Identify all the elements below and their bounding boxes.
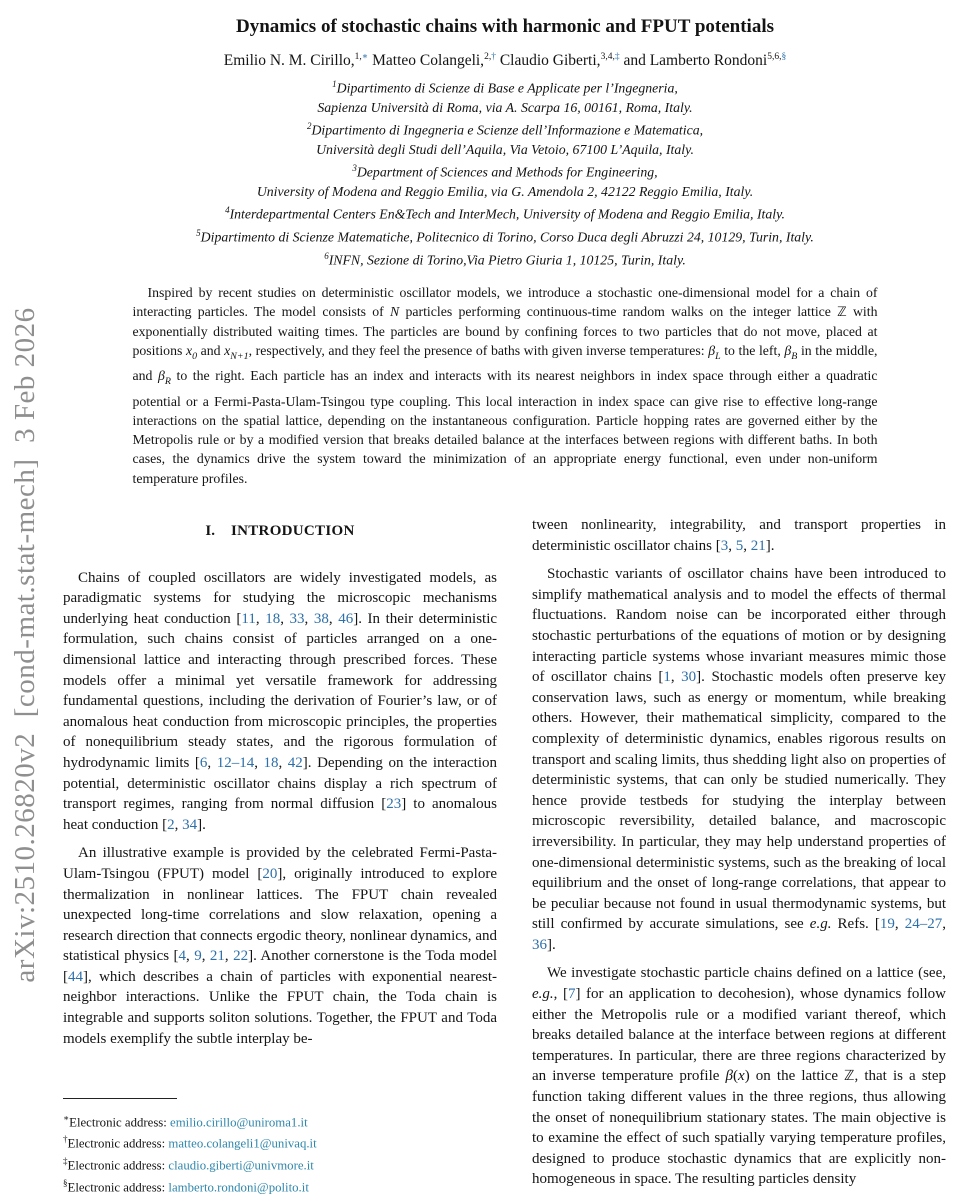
text-run: , that is a step function taking different values in the three regions, thus allowing the onset of nonequilibrium stationary states. The main objective is to examine the effect of such spatially varying temperature profiles, designed to produce stochastic dynamics that are explicitly non-homogeneous in space. The resulting particles density bbox=[532, 1068, 946, 1188]
text-run: , bbox=[255, 610, 266, 627]
paragraph bbox=[63, 843, 497, 1049]
footnote-marker-link[interactable]: ∗ bbox=[361, 52, 369, 62]
affiliation-line bbox=[60, 98, 950, 117]
footnote-marker: ‡ bbox=[63, 1156, 68, 1167]
affiliation-text: Department of Sciences and Methods for Engineering, bbox=[356, 164, 658, 180]
text-run: , [ bbox=[553, 986, 568, 1003]
paragraph bbox=[532, 515, 946, 556]
text-run: , bbox=[304, 610, 314, 627]
text-run: ( bbox=[733, 1068, 739, 1085]
text-run: e.g. bbox=[532, 986, 554, 1003]
text-run: ]. bbox=[765, 537, 775, 554]
text-run: We investigate stochastic particle chains defined on a lattice (see, bbox=[547, 965, 946, 982]
text-run: particles performing continuous-time random walks on the integer lattice bbox=[399, 303, 838, 319]
text-run: β bbox=[725, 1068, 734, 1085]
affiliation-superscript: 2, bbox=[484, 52, 492, 62]
text-run: β bbox=[158, 368, 165, 384]
citation-link[interactable]: 5 bbox=[735, 537, 744, 554]
text-run: ]. bbox=[197, 816, 206, 833]
citation-link[interactable]: 30 bbox=[681, 669, 697, 686]
text-run: , bbox=[278, 754, 288, 771]
paragraph bbox=[63, 568, 497, 836]
text-run: and Lamberto Rondoni bbox=[619, 52, 768, 70]
text-run: N bbox=[390, 303, 400, 319]
text-run: ]. In their deterministic formulation, such chains consist of particles arranged on a one-dimensional lattice and interacting through prescribed forces. These models offer a minimal yet versatile framework for addressing fundamental questions, including the derivation of Fourier’s law, or of anomalous heat conduction from microscopic principles, the properties of nonequilibrium steady states, and the rigorous formulation of hydrodynamic limits [ bbox=[63, 610, 498, 771]
text-run: ]. Stochastic models often preserve key conservation laws, such as energy or momentum, while breaking others. However, their mathematical simplicity, compared to the complexity of deterministic dynamics, enables rigorous results on transport and scaling limits, thus shedding light also on properties of deterministic systems, that can only be studied numerically. They hence provide testbeds for studying the interplay between microscopic reversibility, detailed balance, and macroscopic irreversibility. In particular, they may help understand properties of one-dimensional deterministic systems, such as the breaking of local equilibrium and the onset of long-range correlations, that appear to be peculiar because not found in usual thermodynamic systems, but still confirmed by accurate simulations, see bbox=[532, 669, 946, 933]
paragraph bbox=[532, 564, 946, 955]
affiliation-line bbox=[60, 201, 950, 224]
footnote-label: Electronic address: bbox=[67, 1136, 169, 1151]
text-run: , bbox=[186, 948, 195, 965]
section-heading bbox=[63, 521, 497, 542]
affiliation-number: 2 bbox=[306, 121, 312, 132]
text-run: , bbox=[942, 916, 947, 933]
text-run: Refs. [ bbox=[831, 916, 880, 933]
text-run: ] to anomalous heat conduction [ bbox=[63, 796, 497, 833]
paper-header bbox=[60, 0, 950, 488]
citation-link[interactable]: 20 bbox=[262, 865, 278, 882]
affiliation-text: Dipartimento di Scienze Matematiche, Politecnico di Torino, Corso Duca degli Abruzzi 24, 10129, Turin, Italy. bbox=[200, 229, 814, 245]
footnote bbox=[63, 1131, 503, 1153]
abstract bbox=[133, 283, 878, 488]
authors-line bbox=[60, 51, 950, 70]
citation-link[interactable]: 18 bbox=[265, 610, 281, 627]
text-run: and bbox=[197, 343, 225, 359]
citation-link[interactable]: 18 bbox=[263, 754, 279, 771]
footnote-label: Electronic address: bbox=[67, 1180, 169, 1195]
footnote-marker: ∗ bbox=[63, 1112, 70, 1123]
affiliation-line bbox=[60, 140, 950, 159]
subscript: 0 bbox=[192, 351, 198, 363]
affiliation-superscript: 5,6, bbox=[767, 52, 782, 62]
citation-link[interactable]: 1 bbox=[663, 669, 671, 686]
subscript: N+1 bbox=[230, 351, 249, 363]
text-run: ]. Depending on the interaction potential, deterministic oscillator chains display a rich spectrum of transport regimes, ranging from normal diffusion [ bbox=[63, 754, 497, 813]
text-run: , bbox=[743, 537, 751, 554]
affiliation-superscript: 1, bbox=[354, 52, 362, 62]
citation-link[interactable]: 38 bbox=[313, 610, 329, 627]
text-run: Emilio N. M. Cirillo, bbox=[223, 52, 355, 70]
affiliation-text: Dipartimento di Ingegneria e Scienze dell’Informazione e Matematica, bbox=[311, 122, 704, 138]
citation-link[interactable]: 22 bbox=[233, 948, 249, 965]
footnote bbox=[63, 1110, 503, 1132]
footnote-list bbox=[63, 1110, 503, 1197]
citation-link[interactable]: 24–27 bbox=[904, 916, 943, 933]
footnote bbox=[63, 1153, 503, 1175]
text-run: , bbox=[728, 537, 736, 554]
text-run: Chains of coupled oscillators are widely investigated models, as paradigmatic systems for studying the microscopic mechanisms underlying heat conduction [ bbox=[63, 569, 497, 627]
citation-link[interactable]: 7 bbox=[567, 986, 576, 1003]
citation-link[interactable]: 4 bbox=[178, 948, 187, 965]
text-run: , bbox=[280, 610, 290, 627]
affiliation-superscript: 3,4, bbox=[600, 52, 615, 62]
affiliation-text: Interdepartmental Centers En&Tech and InterMech, University of Modena and Reggio Emilia, Italy. bbox=[229, 206, 785, 222]
text-run: β bbox=[784, 343, 792, 359]
blackboard-z: ℤ bbox=[837, 304, 847, 320]
footnote-marker-link[interactable]: § bbox=[781, 52, 787, 62]
text-run: Stochastic variants of oscillator chains have been introduced to simplify mathematical analysis and to model the effects of thermal fluctuations. Random noise can be incorporated either through stochastic perturbations of the equations of motion or by designing interacting particle systems whose invariant measures mimic those of oscillator chains [ bbox=[532, 566, 946, 686]
text-run: ) on the lattice bbox=[744, 1068, 845, 1085]
footnote-marker: § bbox=[63, 1178, 68, 1189]
footnote-rule bbox=[63, 1098, 177, 1099]
affiliation-number: 4 bbox=[225, 205, 230, 216]
affiliation-text: Sapienza Università di Roma, via A. Scarpa 16, 00161, Roma, Italy. bbox=[317, 99, 693, 115]
subscript: R bbox=[164, 376, 171, 388]
affiliation-text: University of Modena and Reggio Emilia, via G. Amendola 2, 42122 Reggio Emilia, Italy. bbox=[256, 183, 754, 199]
affiliation-number: 5 bbox=[196, 227, 201, 238]
left-column bbox=[63, 515, 497, 1190]
affiliation-line bbox=[60, 159, 950, 182]
text-run: ], originally introduced to explore thermalization in nonlinear lattices. The FPUT chain revealed unexpected long-time correlations and slow relaxation, opening a research direction that connects ergodic theory, nonlinear dynamics, and statistical physics [ bbox=[63, 865, 497, 965]
text-run: to the right. Each particle has an index and interacts with its nearest neighbors in index space through either a quadratic potential or a Fermi-Pasta-Ulam-Tsingou type coupling. This local interaction in index space can give rise to effective long-range interactions on the spatial lattice, depending on the instantaneous configuration. Particle hopping rates are governed either by the Metropolis rule or by a modified version that breaks detailed balance at the interfaces between regions with different baths. In both cases, the dynamics drive the system toward the minimization of an appropriate energy functional, even under non-uniform temperature profiles. bbox=[132, 368, 878, 486]
email-link[interactable]: lamberto.rondoni@polito.it bbox=[168, 1180, 309, 1195]
right-column bbox=[532, 515, 946, 1190]
text-run: , bbox=[174, 816, 183, 833]
text-run: , bbox=[201, 948, 210, 965]
affiliation-number: 3 bbox=[352, 163, 357, 174]
subscript: L bbox=[715, 351, 721, 363]
text-run: in the middle, and bbox=[132, 343, 878, 384]
text-run: ]. bbox=[547, 936, 556, 953]
paper-title: Dynamics of stochastic chains with harmonic and FPUT potentials bbox=[235, 16, 774, 37]
citation-link[interactable]: 44 bbox=[68, 968, 83, 985]
text-run: x bbox=[224, 343, 231, 359]
citation-link[interactable]: 9 bbox=[194, 948, 202, 965]
text-run: , bbox=[207, 754, 217, 771]
affiliation-text: INFN, Sezione di Torino,Via Pietro Giuria 1, 10125, Turin, Italy. bbox=[328, 252, 686, 268]
citation-link[interactable]: 11 bbox=[241, 610, 256, 627]
email-link[interactable]: matteo.colangeli1@univaq.it bbox=[168, 1136, 317, 1151]
text-run: Claudio Giberti, bbox=[495, 52, 601, 70]
affiliation-line bbox=[60, 224, 950, 247]
citation-link[interactable]: 36 bbox=[532, 936, 547, 953]
citation-link[interactable]: 6 bbox=[199, 754, 208, 771]
section-title: INTRODUCTION bbox=[230, 523, 355, 540]
footnote-marker-link[interactable]: † bbox=[491, 52, 496, 62]
affiliation-number: 6 bbox=[324, 250, 329, 261]
subscript: B bbox=[791, 351, 798, 363]
blackboard-z: ℤ bbox=[844, 1068, 855, 1085]
text-run: , bbox=[894, 916, 905, 933]
citation-link[interactable]: 33 bbox=[289, 610, 305, 627]
affiliation-text: Università degli Studi dell’Aquila, Via Vetoio, 67100 L’Aquila, Italy. bbox=[316, 141, 694, 157]
two-column-body bbox=[63, 515, 972, 1190]
footnote-marker: † bbox=[63, 1134, 68, 1145]
email-link[interactable]: claudio.giberti@univmore.it bbox=[168, 1158, 314, 1173]
text-run: An illustrative example is provided by the celebrated Fermi-Pasta-Ulam-Tsingou (FPUT) model [ bbox=[63, 845, 497, 882]
text-run: Inspired by recent studies on deterministic oscillator models, we introduce a stochastic one-dimensional model for a chain of interacting particles. The model consists of bbox=[132, 284, 878, 319]
text-run: ], which describes a chain of particles with exponential nearest-neighbor interactions. Unlike the FPUT chain, the Toda chain is integrable and supports soliton solutions. Together, the FPUT and Toda models exemplify the subtle interplay be- bbox=[63, 968, 497, 1047]
text-run: with exponentially distributed waiting times. The particles are bound by confining forces to two particles that do not move, placed at positions bbox=[132, 303, 878, 359]
citation-link[interactable]: 46 bbox=[338, 610, 354, 627]
citation-link[interactable]: 34 bbox=[182, 816, 198, 833]
arxiv-watermark: arXiv:2510.26820v2 [cond-mat.stat-mech] 3 Feb 2026 bbox=[9, 307, 41, 983]
section-number: I. bbox=[205, 523, 215, 540]
citation-link[interactable]: 12–14 bbox=[216, 754, 255, 771]
footnote-label: Electronic address: bbox=[67, 1158, 169, 1173]
footnotes-block bbox=[63, 1098, 503, 1197]
citation-link[interactable]: 21 bbox=[750, 537, 766, 554]
footnote-label: Electronic address: bbox=[69, 1114, 171, 1129]
text-run: e.g. bbox=[809, 916, 832, 933]
affiliation-number: 1 bbox=[332, 79, 337, 90]
affiliation-line bbox=[60, 247, 950, 270]
paragraph bbox=[133, 283, 878, 488]
text-run: tween nonlinearity, integrability, and transport properties in deterministic oscillator chains [ bbox=[532, 517, 946, 554]
paragraph bbox=[532, 963, 946, 1190]
text-run: , respectively, and they feel the presence of baths with given inverse temperatures: bbox=[248, 343, 709, 359]
text-run: β bbox=[708, 343, 716, 359]
affiliation-line bbox=[60, 117, 950, 140]
footnote bbox=[63, 1175, 503, 1197]
text-run: , bbox=[328, 610, 339, 627]
citation-link[interactable]: 19 bbox=[879, 916, 895, 933]
citation-link[interactable]: 21 bbox=[209, 948, 225, 965]
citation-link[interactable]: 3 bbox=[720, 537, 729, 554]
email-link[interactable]: emilio.cirillo@uniroma1.it bbox=[170, 1114, 308, 1129]
affiliation-line bbox=[60, 182, 950, 201]
affiliations-block bbox=[60, 75, 950, 269]
citation-link[interactable]: 2 bbox=[167, 816, 175, 833]
text-run: to the left, bbox=[720, 343, 785, 359]
affiliation-line bbox=[60, 75, 950, 98]
citation-link[interactable]: 23 bbox=[386, 796, 402, 813]
affiliation-text: Dipartimento di Scienze di Base e Applicate per l’Ingegneria, bbox=[336, 80, 678, 96]
left-column-text bbox=[63, 568, 497, 1050]
text-run: , bbox=[670, 669, 682, 686]
text-run: , bbox=[254, 754, 264, 771]
footnote-marker-link[interactable]: ‡ bbox=[614, 52, 620, 62]
citation-link[interactable]: 42 bbox=[287, 754, 303, 771]
text-run: x bbox=[185, 343, 193, 359]
text-run: , bbox=[224, 948, 234, 965]
text-run: x bbox=[738, 1068, 745, 1085]
text-run: ]. Another cornerstone is the Toda model [ bbox=[63, 948, 498, 985]
text-run: Matteo Colangeli, bbox=[368, 52, 485, 70]
text-run: ] for an application to decohesion), whose dynamics follow either the Metropolis rule or a modified variant thereof, which breaks detailed balance at the interface between regions at different temperatures. In particular, there are three regions characterized by an inverse temperature profile bbox=[532, 986, 946, 1085]
